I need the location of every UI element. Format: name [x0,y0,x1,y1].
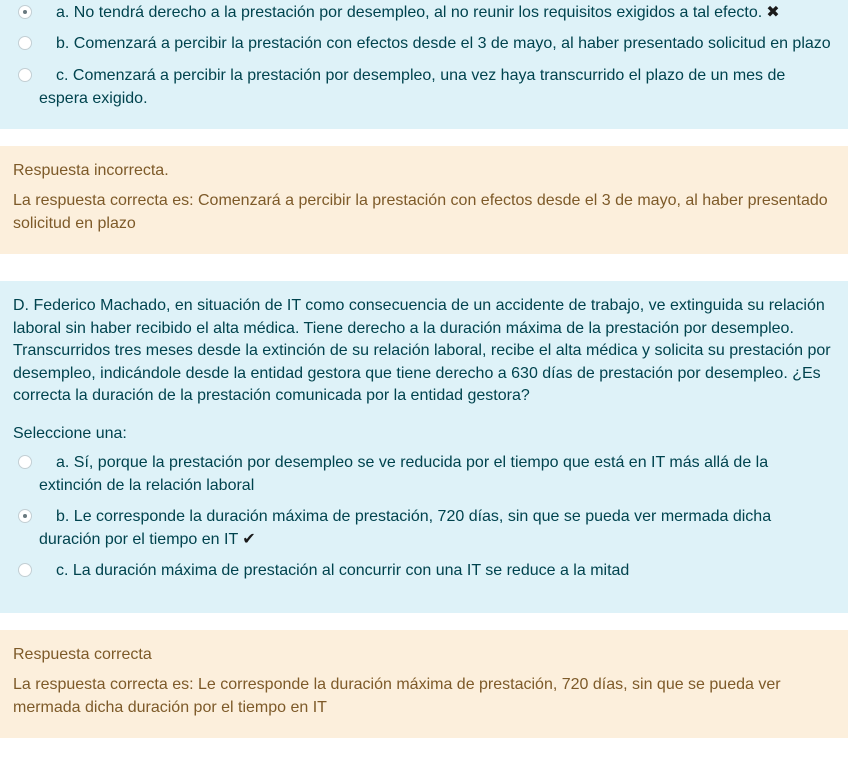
feedback-2 [0,630,848,738]
q1-option-c-radio[interactable] [18,68,32,82]
q1-option-b-label: b. Comenzará a percibir la prestación con efectos desde el 3 de mayo, al haber presentado solicitud en plazo [56,35,831,52]
feedback-1-status: Respuesta incorrecta. [13,162,169,179]
feedback-2-answer: La respuesta correcta es: Le corresponde la duración máxima de prestación, 720 días, sin que se pueda ver mermada dicha duración por el tiempo en IT [13,676,781,716]
q1-option-c-label: c. Comenzará a percibir la prestación por desempleo, una vez haya transcurrido el plazo de un mes de espera exigido. [39,67,786,107]
question-2 [0,281,848,613]
q1-option-b-radio[interactable] [18,36,32,50]
feedback-1 [0,146,848,254]
incorrect-x-icon: ✖ [766,4,780,21]
question-2-prompt: Seleccione una: [13,424,127,442]
question-1-options [0,0,848,129]
q2-option-b[interactable] [0,505,836,551]
q1-option-a-radio[interactable] [18,5,32,19]
q1-option-c[interactable] [0,64,848,110]
q2-option-c-radio[interactable] [18,563,32,577]
q2-option-c-label: c. La duración máxima de prestación al concurrir con una IT se reduce a la mitad [56,561,630,579]
correct-check-icon: ✔ [242,530,256,548]
q2-option-c[interactable] [0,559,836,582]
q2-option-a-label: a. Sí, porque la prestación por desempleo se ve reducida por el tiempo que está en IT más allá de la extinción de la relación laboral [39,453,769,494]
q2-option-b-radio[interactable] [18,509,32,523]
feedback-2-status: Respuesta correcta [13,646,152,663]
q1-option-a-label: a. No tendrá derecho a la prestación por desempleo, al no reunir los requisitos exigidos a tal efecto. [56,4,763,21]
question-2-text: D. Federico Machado, en situación de IT como consecuencia de un accidente de trabajo, ve extinguida su relación laboral sin haber recibido el alta médica. Tiene derecho a la duración máxima de la prestación por desempleo. Transcurridos tres meses desde la extinción de su relación laboral, recibe el alta médica y solicita su prestación por desempleo, indicándole desde la entidad gestora que tiene derecho a 630 días de prestación por desempleo. ¿Es correcta la duración de la prestación comunicada por la entidad gestora? [13,297,831,404]
feedback-1-answer: La respuesta correcta es: Comenzará a percibir la prestación con efectos desde el 3 de mayo, al haber presentado solicitud en plazo [13,192,828,232]
q1-option-b[interactable] [0,32,848,55]
q2-option-a-radio[interactable] [18,455,32,469]
q2-option-a[interactable] [0,451,836,497]
q1-option-a[interactable] [0,1,848,24]
q2-option-b-label: b. Le corresponde la duración máxima de prestación, 720 días, sin que se pueda ver mermada dicha duración por el tiempo en IT [39,507,772,548]
